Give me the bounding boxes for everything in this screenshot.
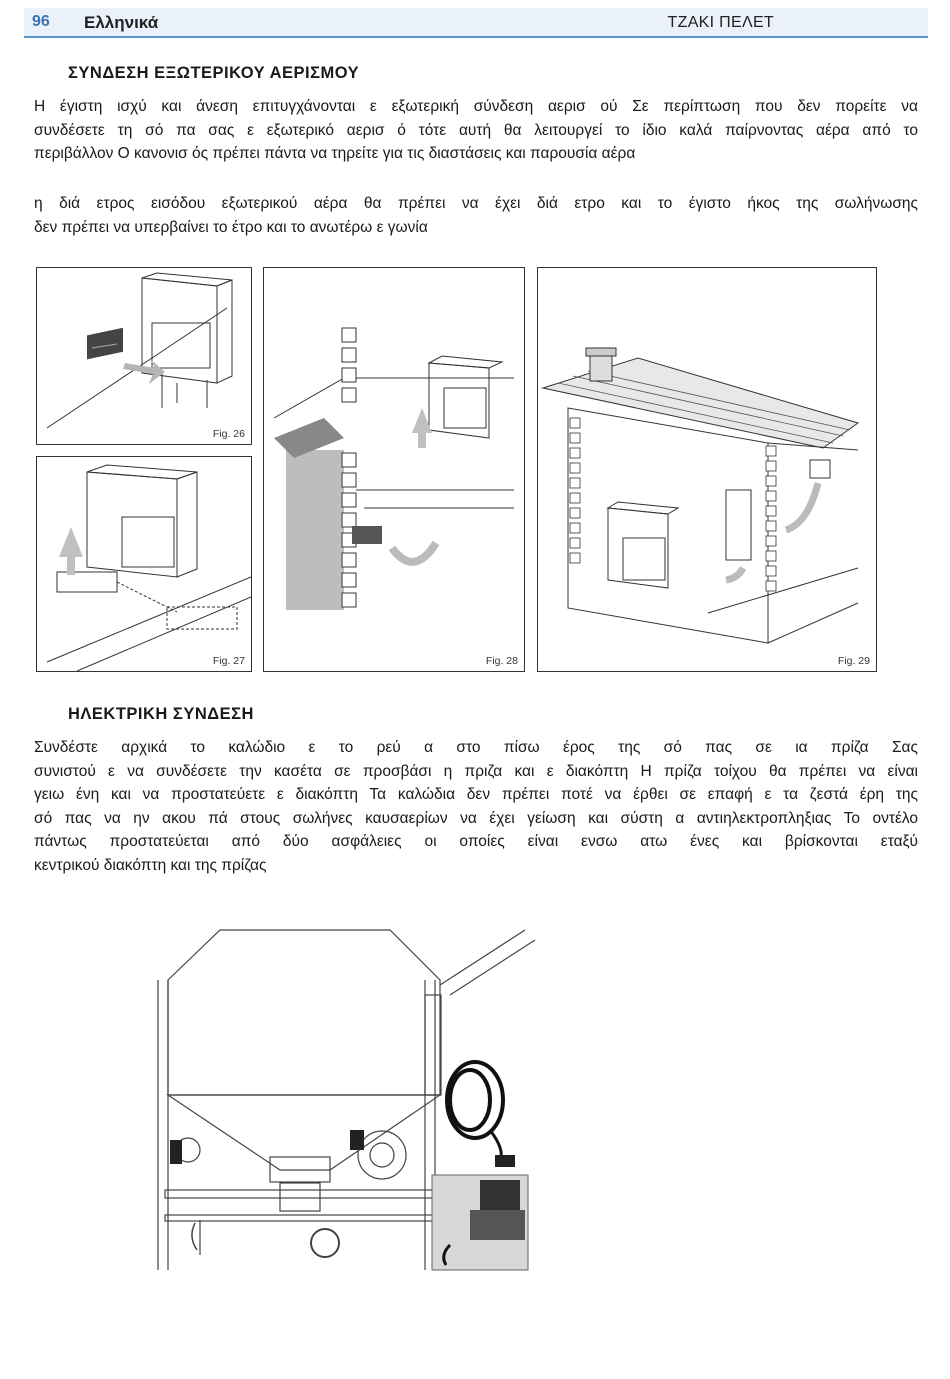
- stove-rear-electrical-illustration: [150, 925, 540, 1275]
- text-line: συνδέσετε τη σό πα σας ε εξωτερικό αερισ ό τότε αυτή θα λειτουργεί το ίδιο καλά παίρνοντας αέρα από το: [34, 121, 918, 139]
- page-header: [24, 8, 928, 38]
- section-title-external-air: ΣΥΝΔΕΣΗ ΕΞΩΤΕΡΙΚΟΥ ΑΕΡΙΣΜΟΥ: [68, 64, 360, 82]
- paragraph-electrical: [34, 736, 918, 877]
- text-line: δεν πρέπει να υπερβαίνει το έτρο και το ανωτέρω ε γωνία: [34, 218, 428, 236]
- figure-27-label: Fig. 27: [212, 655, 245, 667]
- stove-wall-vent-illustration: [37, 268, 251, 444]
- page-number: 96: [32, 13, 50, 30]
- text-line: η διά ετρος εισόδου εξωτερικού αέρα θα πρέπει να έχει διά ετρο και το έγιστο ήκος της σωλήνωσης: [34, 195, 918, 212]
- figure-29: [537, 267, 877, 672]
- text-line: Η έγιστη ισχύ και άνεση επιτυγχάνονται ε εξωτερική σύνδεση αερισ ού Σε περίπτωση που δεν πορείτε να: [34, 98, 918, 115]
- language-label: Ελληνικά: [84, 13, 159, 32]
- figure-28-label: Fig. 28: [485, 655, 518, 667]
- text-line: γειω ένη και να προστατεύετε ε διακόπτη Τα καλώδια δεν πρέπει ποτέ να έρθει σε επαφή ε τα ζεστά έρη της: [34, 786, 918, 803]
- text-line: περιβάλλον Ο κανονισ ός πρέπει πάντα να τηρείτε για τις διαστάσεις και παρουσία αέρα: [34, 145, 636, 162]
- document-title: ΤΖΑΚΙ ΠΕΛΕΤ: [667, 14, 774, 31]
- text-line: κεντρικού διακόπτη και της πρίζας: [34, 856, 267, 874]
- stove-floor-duct-illustration: [37, 457, 251, 671]
- text-line: Συνδέστε αρχικά το καλώδιο ε το ρεύ α στο πίσω έρος της σό πας σε ια πρίζα Σας: [34, 739, 918, 756]
- text-line: σό πας να ην ακου πά στους σωλήνες καυσαερίων να έχει γείωση και σύστη α αντιηλεκτροπληξιας Το οντέλο: [34, 809, 918, 827]
- figure-26-label: Fig. 26: [212, 428, 245, 440]
- figure-29-label: Fig. 29: [837, 655, 870, 667]
- text-line: πάντως προστατεύεται από δύο ασφάλειες οι οποίες είναι ενσω ατω ένες και βρίσκονται εταξύ: [34, 833, 918, 850]
- figure-28: [263, 267, 525, 672]
- text-line: συνιστού ε να συνδέσετε την κασέτα σε προσβάσι η πριζα και ε διακόπτη Η πρίζα τοίχου θα πρέπει να είναι: [34, 762, 918, 780]
- figure-26: [36, 267, 252, 445]
- paragraph-external-air-1: [34, 95, 918, 166]
- house-ventilation-illustration: [538, 268, 876, 671]
- stove-wall-duct-illustration: [264, 268, 524, 671]
- section-title-electrical: ΗΛΕΚΤΡΙΚΗ ΣΥΝΔΕΣΗ: [68, 705, 254, 723]
- paragraph-external-air-2: [34, 192, 918, 239]
- figure-27: [36, 456, 252, 672]
